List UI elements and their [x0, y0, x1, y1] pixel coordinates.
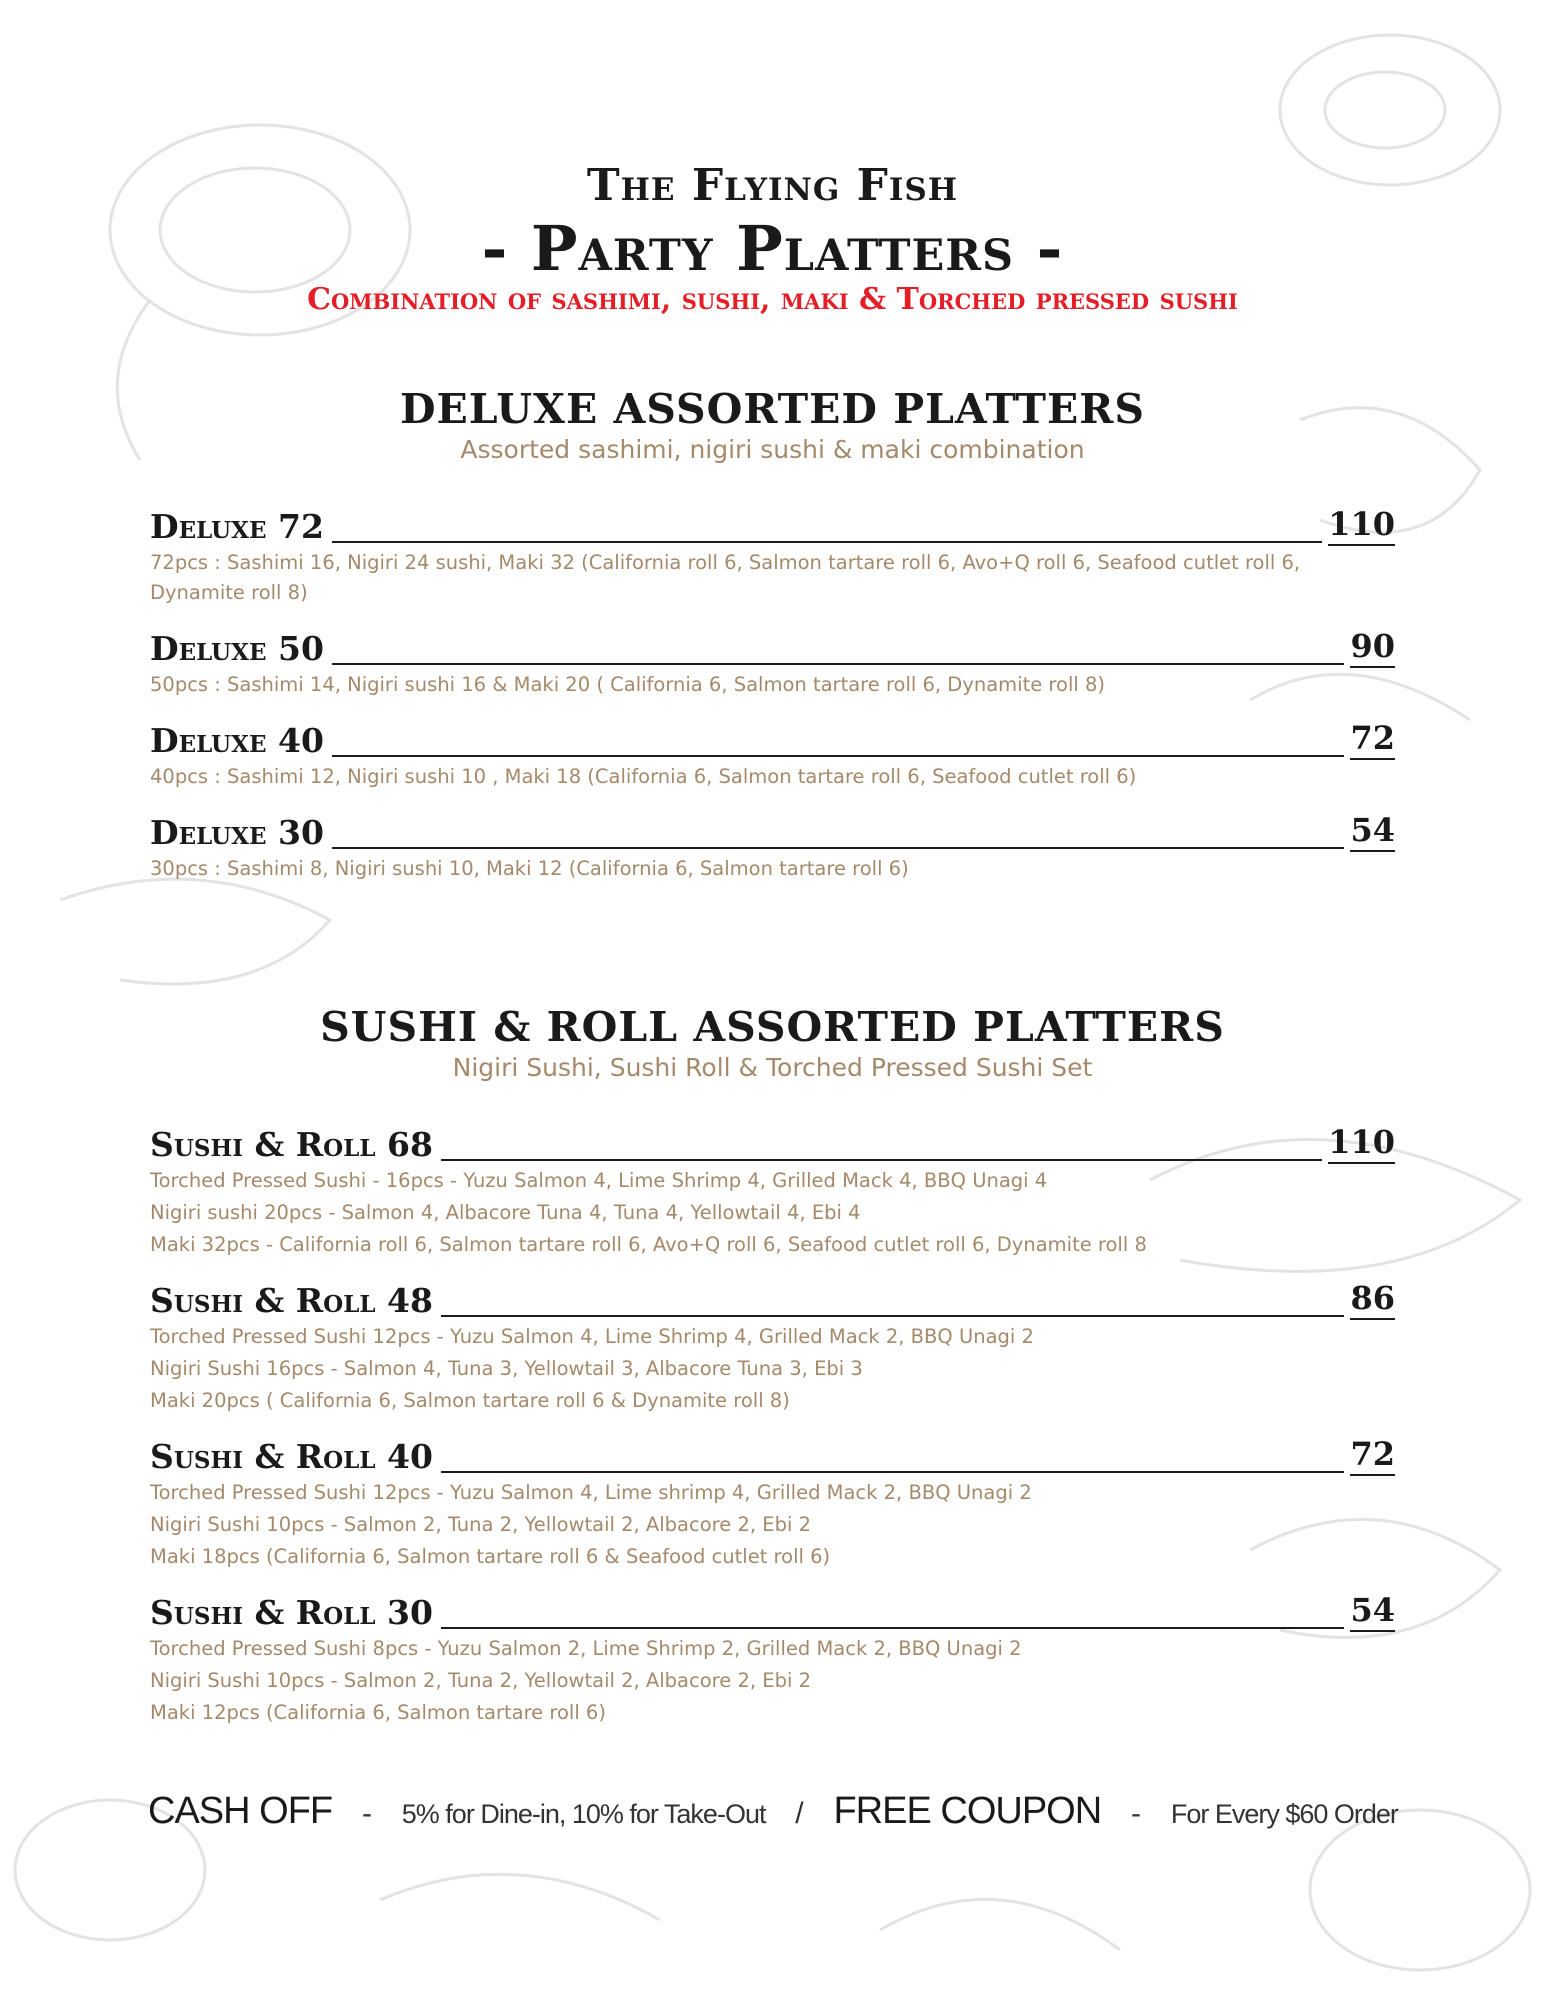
menu-item-header [150, 504, 1395, 546]
tagline: Combination of sashimi, sushi, maki & Torched pressed sushi [307, 282, 1238, 317]
menu-item [150, 1122, 1395, 1260]
menu-item-header [150, 1434, 1395, 1476]
section-subtitle: Nigiri Sushi, Sushi Roll & Torched Pressed Sushi Set [452, 1053, 1093, 1082]
menu-item-description: Torched Pressed Sushi - 16pcs - Yuzu Salmon 4, Lime Shrimp 4, Grilled Mack 4, BBQ Unagi 4 [150, 1169, 1048, 1192]
menu-item [150, 718, 1395, 792]
menu-item-description: Nigiri Sushi 10pcs - Salmon 2, Tuna 2, Yellowtail 2, Albacore 2, Ebi 2 [150, 1513, 811, 1536]
price-leader-line [332, 541, 1322, 543]
coupon-label: FREE COUPON [833, 1790, 1102, 1832]
menu-item-price: 54 [1350, 811, 1395, 852]
menu-item-description: Torched Pressed Sushi 12pcs - Yuzu Salmon 4, Lime Shrimp 4, Grilled Mack 2, BBQ Unagi 2 [150, 1325, 1034, 1348]
menu-item-description: Torched Pressed Sushi 12pcs - Yuzu Salmon 4, Lime shrimp 4, Grilled Mack 2, BBQ Unagi 2 [150, 1481, 1032, 1504]
section-subtitle: Assorted sashimi, nigiri sushi & maki combination [460, 435, 1085, 464]
menu-item-name: Deluxe 50 [150, 629, 324, 668]
menu-item-description: Maki 32pcs - California roll 6, Salmon tartare roll 6, Avo+Q roll 6, Seafood cutlet roll 6, Dynamite roll 8 [150, 1233, 1147, 1256]
menu-item-name: Deluxe 30 [150, 813, 324, 852]
menu-item [150, 1434, 1395, 1572]
menu-item [150, 626, 1395, 700]
price-leader-line [441, 1471, 1344, 1473]
menu-item-name: Sushi & Roll 48 [150, 1281, 433, 1320]
menu-item-header [150, 718, 1395, 760]
menu-item-price: 110 [1328, 1123, 1395, 1164]
menu-item-description: Nigiri Sushi 16pcs - Salmon 4, Tuna 3, Yellowtail 3, Albacore Tuna 3, Ebi 3 [150, 1357, 863, 1380]
price-leader-line [441, 1627, 1344, 1629]
price-leader-line [332, 847, 1345, 849]
menu-item-description: Maki 18pcs (California 6, Salmon tartare roll 6 & Seafood cutlet roll 6) [150, 1545, 831, 1568]
menu-item-description: Maki 12pcs (California 6, Salmon tartare roll 6) [150, 1701, 606, 1724]
menu-item-description: 30pcs : Sashimi 8, Nigiri sushi 10, Maki 12 (California 6, Salmon tartare roll 6) [150, 857, 909, 880]
menu-item-description: 40pcs : Sashimi 12, Nigiri sushi 10 , Maki 18 (California 6, Salmon tartare roll 6, Seafood cutlet roll 6) [150, 765, 1137, 788]
cash-off-detail: 5% for Dine-in, 10% for Take-Out [401, 1799, 766, 1829]
section-title: SUSHI & ROLL ASSORTED PLATTERS [320, 1003, 1225, 1051]
menu-item-price: 54 [1350, 1591, 1395, 1632]
price-leader-line [441, 1315, 1344, 1317]
cash-off-label: CASH OFF [148, 1790, 333, 1832]
section-title: DELUXE ASSORTED PLATTERS [400, 385, 1145, 433]
menu-item-name: Deluxe 40 [150, 721, 324, 760]
promo-separator: / [795, 1797, 804, 1830]
section-sushi-roll-platters [150, 1003, 1395, 1746]
restaurant-name: The Flying Fish [586, 160, 959, 211]
menu-item-price: 90 [1350, 627, 1395, 668]
menu-item-price: 110 [1328, 505, 1395, 546]
price-leader-line [332, 755, 1345, 757]
menu-item-description: Nigiri Sushi 10pcs - Salmon 2, Tuna 2, Yellowtail 2, Albacore 2, Ebi 2 [150, 1669, 811, 1692]
price-leader-line [441, 1159, 1322, 1161]
menu-item-price: 72 [1350, 1435, 1395, 1476]
section-deluxe-platters [150, 385, 1395, 902]
page-title: - Party Platters - [481, 212, 1064, 285]
menu-item [150, 504, 1395, 608]
menu-item [150, 1278, 1395, 1416]
menu-item-name: Deluxe 72 [150, 507, 324, 546]
menu-item-header [150, 1278, 1395, 1320]
menu-item-name: Sushi & Roll 30 [150, 1593, 433, 1632]
coupon-detail: For Every $60 Order [1170, 1799, 1398, 1829]
menu-item-list [150, 504, 1395, 884]
menu-item [150, 810, 1395, 884]
price-leader-line [332, 663, 1345, 665]
menu-item-price: 86 [1350, 1279, 1395, 1320]
menu-item-header [150, 1122, 1395, 1164]
promo-footer: CASH OFF - 5% for Dine-in, 10% for Take-Out / FREE COUPON - For Every $60 Order [148, 1790, 1398, 1832]
menu-item-description: 50pcs : Sashimi 14, Nigiri sushi 16 & Maki 20 ( California 6, Salmon tartare roll 6, Dynamite roll 8) [150, 673, 1105, 696]
menu-item-description: 72pcs : Sashimi 16, Nigiri 24 sushi, Maki 32 (California roll 6, Salmon tartare roll 6, Avo+Q roll 6, Seafood cutlet roll 6, Dynamite roll 8) [150, 551, 1301, 604]
menu-item-list [150, 1122, 1395, 1728]
menu-item-description: Torched Pressed Sushi 8pcs - Yuzu Salmon 2, Lime Shrimp 2, Grilled Mack 2, BBQ Unagi 2 [150, 1637, 1022, 1660]
menu-item-header [150, 1590, 1395, 1632]
menu-item-name: Sushi & Roll 68 [150, 1125, 433, 1164]
menu-item-description: Maki 20pcs ( California 6, Salmon tartare roll 6 & Dynamite roll 8) [150, 1389, 790, 1412]
menu-item-description: Nigiri sushi 20pcs - Salmon 4, Albacore Tuna 4, Tuna 4, Yellowtail 4, Ebi 4 [150, 1201, 861, 1224]
menu-item-header [150, 626, 1395, 668]
menu-item-header [150, 810, 1395, 852]
menu-item-price: 72 [1350, 719, 1395, 760]
menu-item [150, 1590, 1395, 1728]
menu-item-name: Sushi & Roll 40 [150, 1437, 433, 1476]
